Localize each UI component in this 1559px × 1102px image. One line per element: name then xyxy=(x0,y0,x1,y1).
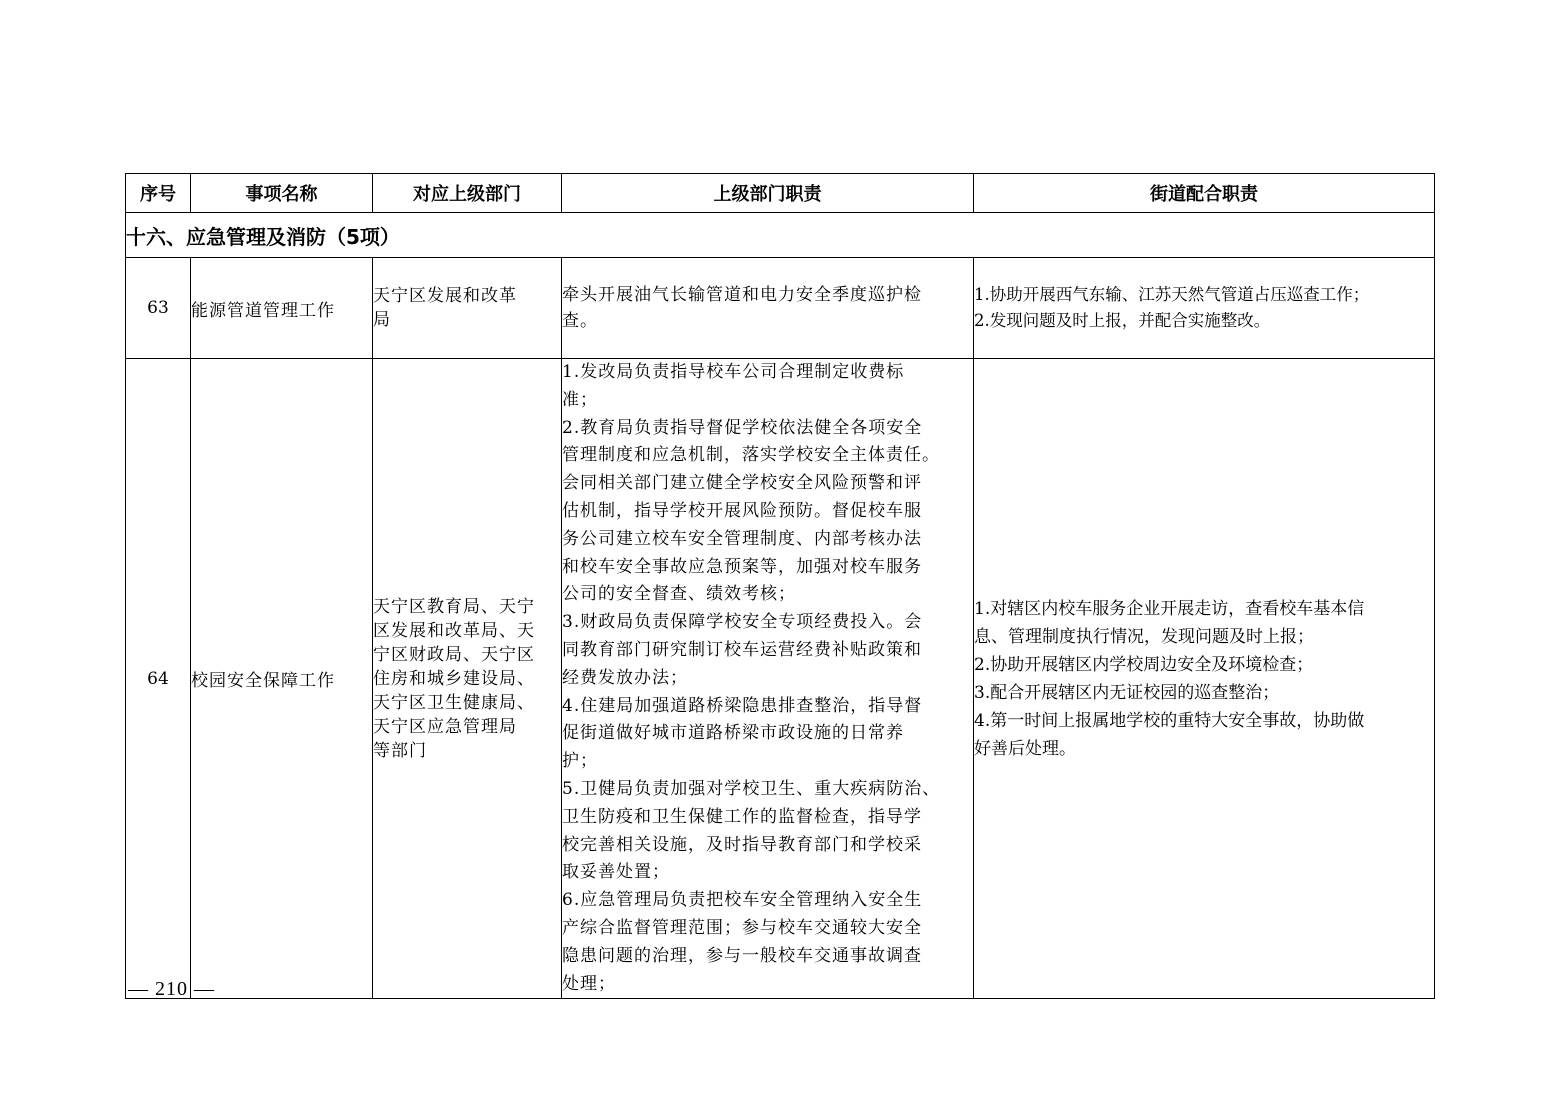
table-row xyxy=(126,359,1435,999)
coop-line: 1.对辖区内校车服务企业开展走访，查看校车基本信 xyxy=(974,598,1365,619)
street-duty xyxy=(974,359,1435,999)
duty-line: 经费发放办法； xyxy=(562,667,688,688)
header-superior-duty: 上级部门职责 xyxy=(562,174,974,213)
duty-line: 管理制度和应急机制，落实学校安全主体责任。 xyxy=(562,445,940,466)
duty-line: 校完善相关设施，及时指导教育部门和学校采 xyxy=(562,834,922,855)
superior-duty xyxy=(562,258,974,359)
coop-line: 2.协助开展辖区内学校周边安全及环境检查； xyxy=(974,654,1314,675)
page-number: — 210 — xyxy=(128,978,215,1000)
table-row xyxy=(126,258,1435,359)
header-superior-dept: 对应上级部门 xyxy=(373,174,562,213)
duty-line: 2.教育局负责指导督促学校依法健全各项安全 xyxy=(562,417,923,438)
dept-line: 天宁区教育局、天宁 xyxy=(373,596,535,617)
dept-line: 局 xyxy=(373,310,391,330)
duty-line: 3.财政局负责保障学校安全专项经费投入。会 xyxy=(562,612,923,633)
dept-line: 等部门 xyxy=(373,740,427,761)
coop-line: 1.协助开展西气东输、江苏天然气管道占压巡查工作； xyxy=(974,285,1370,304)
duty-line: 牵头开展油气长输管道和电力安全季度巡护检 xyxy=(562,285,922,305)
duty-line: 产综合监督管理范围；参与校车交通较大安全 xyxy=(562,917,922,938)
duty-line: 5.卫健局负责加强对学校卫生、重大疾病防治、 xyxy=(562,778,941,799)
dept-line: 宁区财政局、天宁区 xyxy=(373,644,535,665)
header-serial: 序号 xyxy=(126,174,191,213)
item-name: 能源管道管理工作 xyxy=(191,258,373,359)
superior-duty xyxy=(562,359,974,999)
section-row xyxy=(126,213,1435,258)
row-number: 63 xyxy=(126,258,191,359)
responsibility-table xyxy=(125,173,1435,999)
duty-line: 促街道做好城市道路桥梁市政设施的日常养 xyxy=(562,723,904,744)
duty-line: 卫生防疫和卫生保健工作的监督检查，指导学 xyxy=(562,806,922,827)
duty-line: 1.发改局负责指导校车公司合理制定收费标 xyxy=(562,362,905,382)
duty-line: 公司的安全督查、绩效考核； xyxy=(562,584,796,605)
coop-line: 4.第一时间上报属地学校的重特大安全事故，协助做 xyxy=(974,710,1365,731)
duty-line: 务公司建立校车安全管理制度、内部考核办法 xyxy=(562,528,922,549)
duty-line: 会同相关部门建立健全学校安全风险预警和评 xyxy=(562,473,922,494)
header-item-name: 事项名称 xyxy=(191,174,373,213)
coop-line: 3.配合开展辖区内无证校园的巡查整治； xyxy=(974,682,1280,703)
coop-line: 2.发现问题及时上报，并配合实施整改。 xyxy=(974,311,1271,330)
item-name: 校园安全保障工作 xyxy=(191,359,373,999)
duty-line: 护； xyxy=(562,751,598,772)
superior-dept xyxy=(373,359,562,999)
duty-line: 同教育部门研究制订校车运营经费补贴政策和 xyxy=(562,639,922,660)
section-title: 十六、应急管理及消防（5项） xyxy=(126,213,1435,258)
duty-line: 4.住建局加强道路桥梁隐患排查整治，指导督 xyxy=(562,695,923,716)
duty-line: 准； xyxy=(562,389,598,410)
dept-line: 住房和城乡建设局、 xyxy=(373,668,535,689)
header-street-duty: 街道配合职责 xyxy=(974,174,1435,213)
dept-line: 天宁区应急管理局 xyxy=(373,716,517,737)
superior-dept xyxy=(373,258,562,359)
dept-line: 天宁区发展和改革 xyxy=(373,286,517,306)
coop-line: 息、管理制度执行情况，发现问题及时上报； xyxy=(974,626,1314,647)
row-number: 64 xyxy=(126,359,191,999)
duty-line: 6.应急管理局负责把校车安全管理纳入安全生 xyxy=(562,890,923,911)
duty-line: 取妥善处置； xyxy=(562,862,670,883)
header-row xyxy=(126,174,1435,213)
duty-line: 估机制，指导学校开展风险预防。督促校车服 xyxy=(562,500,922,521)
duty-line: 和校车安全事故应急预案等，加强对校车服务 xyxy=(562,556,922,577)
duty-line: 隐患问题的治理，参与一般校车交通事故调查 xyxy=(562,945,922,966)
duty-line: 处理； xyxy=(562,973,616,994)
duty-line: 查。 xyxy=(562,311,598,331)
dept-line: 天宁区卫生健康局、 xyxy=(373,692,535,713)
coop-line: 好善后处理。 xyxy=(974,738,1076,759)
street-duty xyxy=(974,258,1435,359)
dept-line: 区发展和改革局、天 xyxy=(373,620,535,641)
